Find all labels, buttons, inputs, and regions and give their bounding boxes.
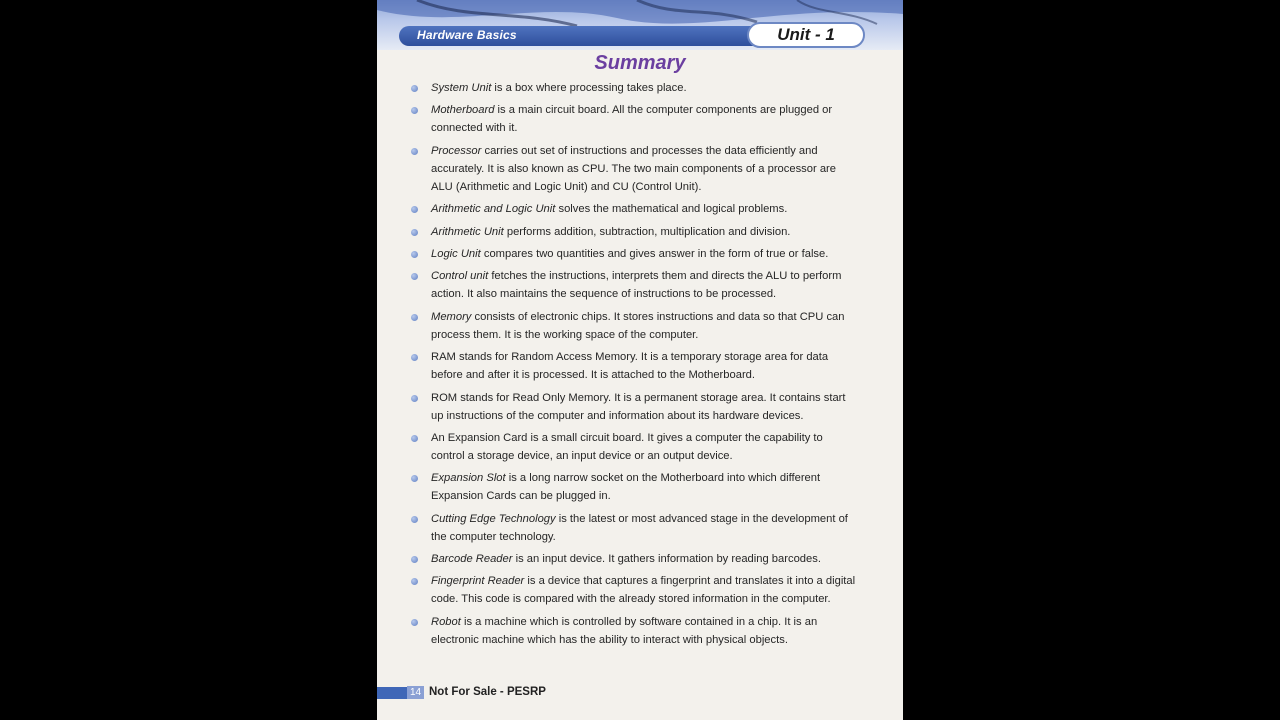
list-item	[409, 348, 859, 384]
list-item	[409, 101, 859, 137]
bullet-icon	[411, 578, 418, 585]
bullet-icon	[411, 273, 418, 280]
list-item	[409, 429, 859, 465]
bullet-icon	[411, 516, 418, 523]
definition: is an input device. It gathers information by reading barcodes.	[512, 553, 821, 566]
term: Memory	[431, 310, 472, 323]
definition: ROM stands for Read Only Memory. It is a permanent storage area. It contains start up instructions of the computer and information about its hardware devices.	[431, 391, 846, 422]
section-title: Hardware Basics	[417, 28, 517, 42]
list-item	[409, 267, 859, 303]
list-item	[409, 389, 859, 425]
footer-text: Not For Sale - PESRP	[429, 686, 546, 698]
definition: compares two quantities and gives answer in the form of true or false.	[480, 247, 829, 260]
term: Logic Unit	[431, 247, 481, 260]
definition: is a machine which is controlled by software contained in a chip. It is an electronic machine which has the ability to interact with physical objects.	[431, 615, 818, 646]
definition: RAM stands for Random Access Memory. It is a temporary storage area for data before and after it is processed. It is attached to the Motherboard.	[431, 351, 829, 382]
term: Control unit	[431, 270, 489, 283]
term: System Unit	[431, 82, 492, 94]
bullet-icon	[411, 556, 418, 563]
document-page	[377, 0, 903, 720]
term: Cutting Edge Technology	[431, 512, 556, 525]
list-item	[409, 200, 859, 218]
unit-label: Unit - 1	[747, 22, 865, 48]
bullet-icon	[411, 619, 418, 626]
definition: consists of electronic chips. It stores instructions and data so that CPU can process them. It is the working space of the computer.	[431, 310, 845, 341]
term: Processor	[431, 144, 482, 157]
bullet-icon	[411, 85, 418, 92]
definition: is a box where processing takes place.	[491, 82, 687, 94]
definition: is a main circuit board. All the computer components are plugged or connected with it.	[431, 104, 833, 135]
definition: carries out set of instructions and processes the data efficiently and accurately. It is also known as CPU. The two main components of a processor are ALU (Arithmetic and Logic Unit) and CU (Control Unit).	[431, 144, 837, 193]
bullet-icon	[411, 395, 418, 402]
list-item	[409, 550, 859, 568]
definition: is a device that captures a fingerprint and translates it into a digital code. This code is compared with the already stored information in the computer.	[431, 575, 856, 606]
summary-heading: Summary	[594, 52, 686, 74]
bullet-icon	[411, 435, 418, 442]
page-number: 14	[407, 686, 424, 699]
bullet-icon	[411, 354, 418, 361]
definition: performs addition, subtraction, multiplication and division.	[503, 225, 791, 238]
bullet-icon	[411, 314, 418, 321]
list-item	[409, 245, 859, 263]
definition: is a long narrow socket on the Motherboard into which different Expansion Cards can be plugged in.	[431, 472, 821, 503]
bullet-icon	[411, 148, 418, 155]
bullet-icon	[411, 475, 418, 482]
bullet-icon	[411, 229, 418, 236]
list-item	[409, 223, 859, 241]
list-item	[409, 142, 859, 196]
list-item	[409, 469, 859, 505]
definition: is the latest or most advanced stage in the development of the computer technology.	[431, 512, 848, 543]
bullet-icon	[411, 251, 418, 258]
list-item	[409, 572, 859, 608]
bullet-icon	[411, 107, 418, 114]
definition: fetches the instructions, interprets them and directs the ALU to perform action. It also maintains the sequence of instructions to be processed.	[431, 270, 842, 301]
term: Fingerprint Reader	[431, 575, 525, 588]
summary-list	[409, 79, 859, 653]
term: Robot	[431, 615, 461, 628]
definition: solves the mathematical and logical problems.	[555, 203, 788, 216]
definition: An Expansion Card is a small circuit board. It gives a computer the capability to control a storage device, an input device or an output device.	[431, 431, 823, 462]
list-item	[409, 79, 859, 97]
term: Arithmetic Unit	[431, 225, 504, 238]
list-item	[409, 613, 859, 649]
bullet-icon	[411, 206, 418, 213]
list-item	[409, 308, 859, 344]
term: Expansion Slot	[431, 472, 506, 485]
term: Arithmetic and Logic Unit	[431, 203, 556, 216]
list-item	[409, 510, 859, 546]
term: Barcode Reader	[431, 553, 513, 566]
term: Motherboard	[431, 104, 495, 117]
